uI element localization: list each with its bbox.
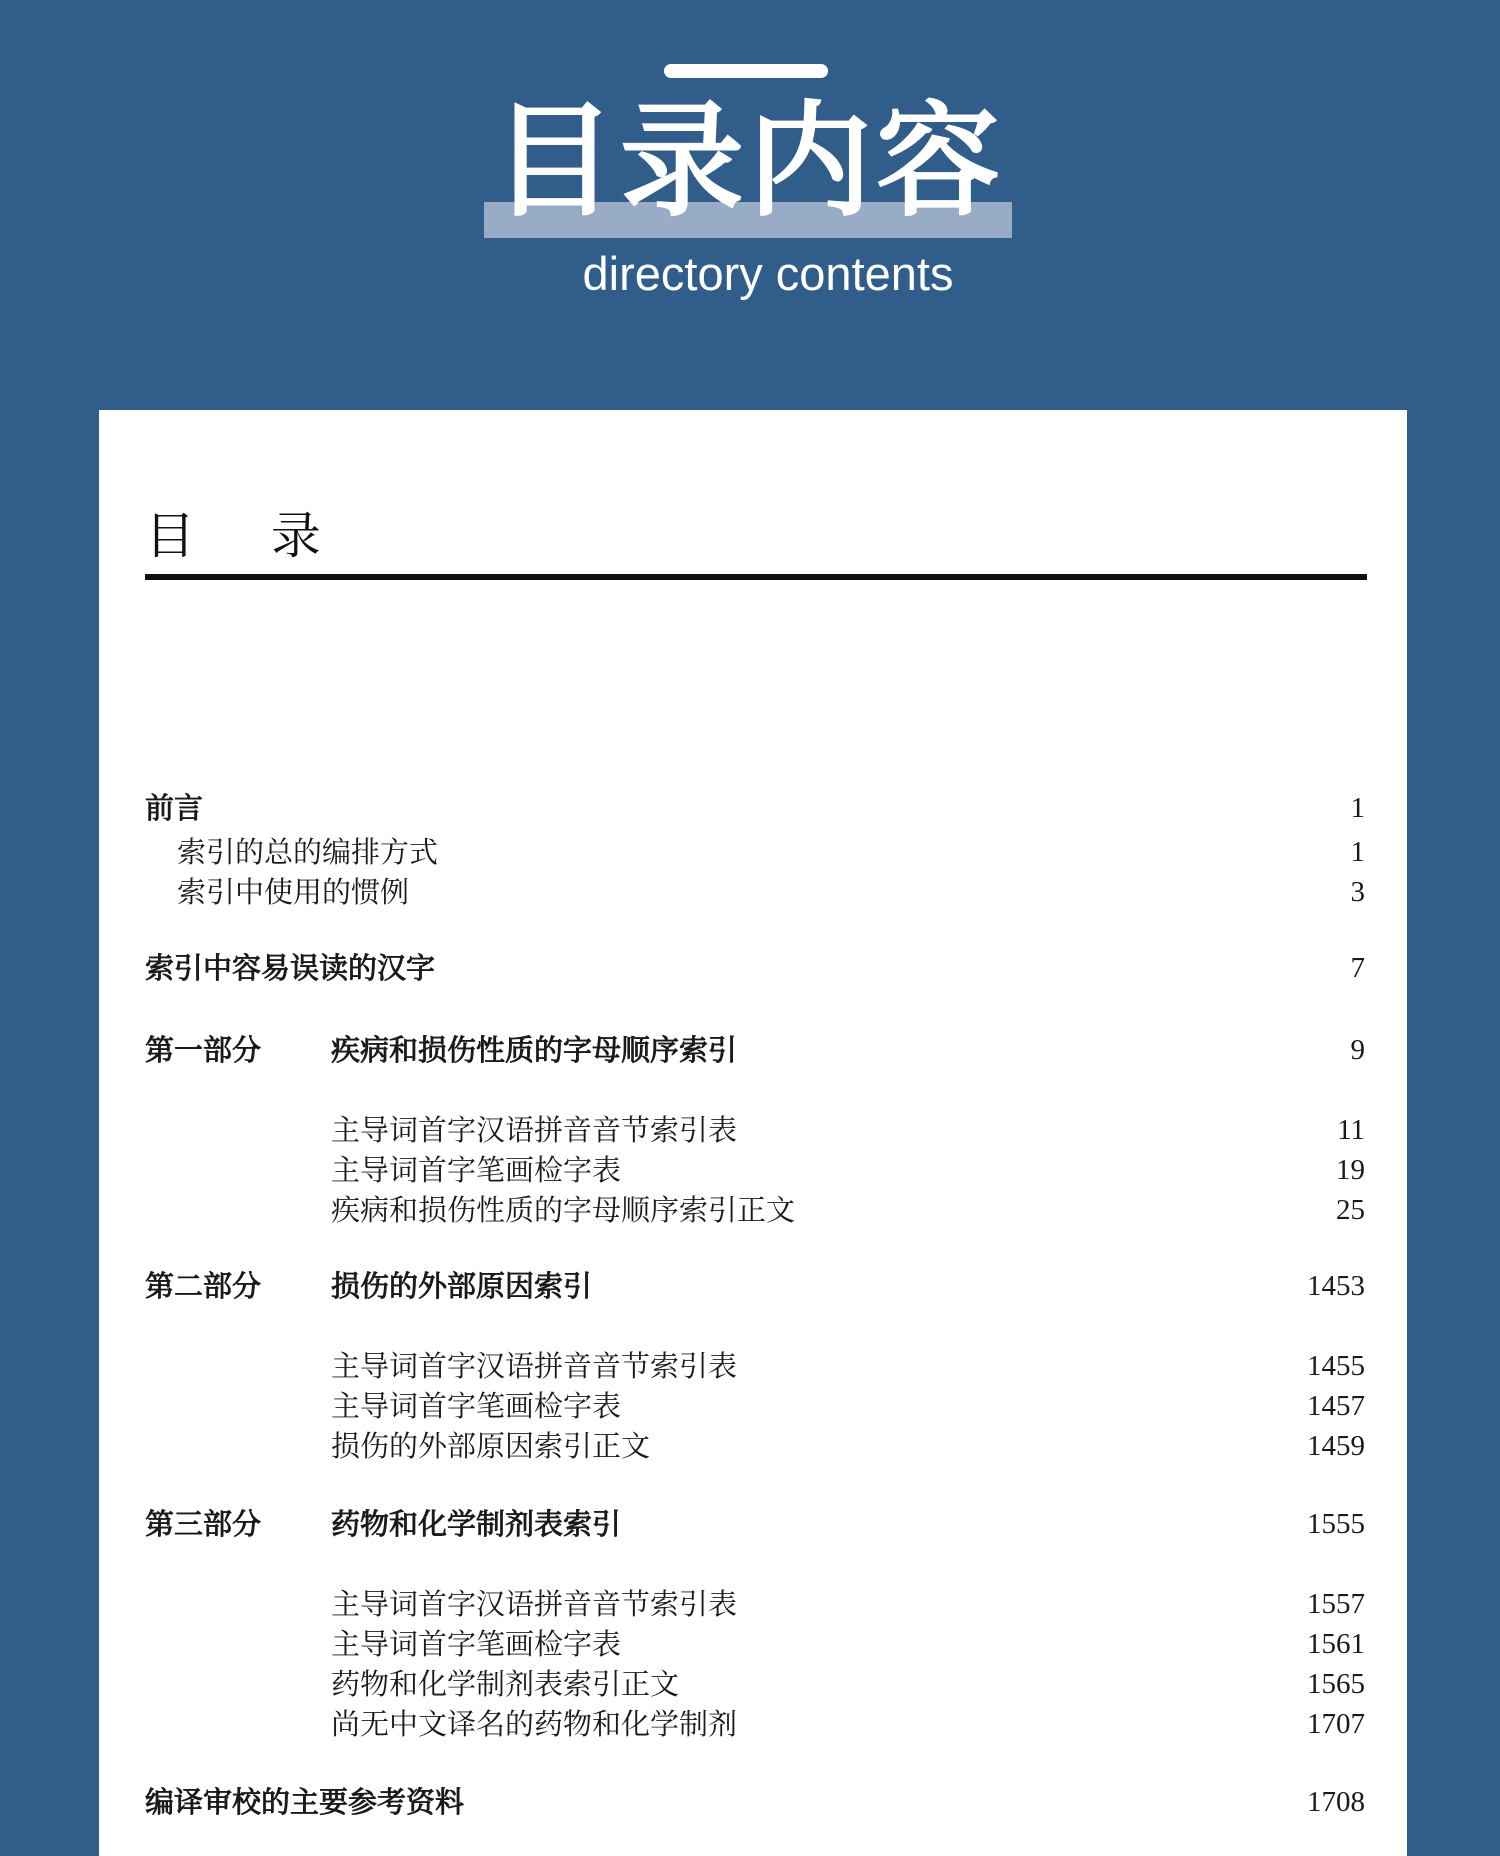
toc-part-label: 第二部分 (145, 1269, 262, 1303)
page-title: 目录内容 (491, 90, 1004, 234)
toc-heading-rule (145, 574, 1367, 580)
toc-entry-page: 3 (1350, 876, 1365, 908)
toc-part-3[interactable] (145, 1504, 1365, 1544)
toc-entry-page: 1 (1350, 836, 1365, 868)
toc-entry[interactable] (145, 1190, 1365, 1230)
toc-entry-page: 11 (1337, 1114, 1365, 1146)
toc-part-1[interactable] (145, 1030, 1365, 1070)
toc-card (99, 410, 1407, 1856)
toc-entry-label: 主导词首字笔画检字表 (331, 1153, 622, 1187)
toc-entry-page: 1453 (1307, 1270, 1365, 1302)
toc-entry[interactable] (145, 1584, 1365, 1624)
toc-entry-label: 前言 (145, 791, 204, 825)
toc-entry-misread-chars[interactable] (145, 948, 1365, 988)
toc-entry-page: 1 (1350, 792, 1365, 824)
toc-entry-references[interactable] (145, 1782, 1365, 1822)
toc-part-label: 第三部分 (145, 1507, 262, 1541)
toc-entry[interactable] (145, 1346, 1365, 1386)
toc-entry-label: 索引中使用的惯例 (177, 875, 410, 909)
toc-entry[interactable] (145, 1664, 1365, 1704)
toc-entry-label: 主导词首字汉语拼音音节索引表 (331, 1349, 738, 1383)
toc-entry-label: 疾病和损伤性质的字母顺序索引正文 (331, 1193, 796, 1227)
toc-part-2[interactable] (145, 1266, 1365, 1306)
toc-entry-preface[interactable] (145, 788, 1365, 828)
toc-part-label: 第一部分 (145, 1033, 262, 1067)
toc-entry[interactable] (145, 1386, 1365, 1426)
toc-entry[interactable] (145, 832, 1365, 872)
toc-entry-label: 损伤的外部原因索引正文 (331, 1429, 651, 1463)
toc-entry-label: 主导词首字汉语拼音音节索引表 (331, 1587, 738, 1621)
toc-entry-label: 索引的总的编排方式 (177, 835, 439, 869)
toc-entry-page: 25 (1336, 1194, 1365, 1226)
toc-entry-label: 主导词首字笔画检字表 (331, 1627, 622, 1661)
toc-entry-page: 1561 (1307, 1628, 1365, 1660)
toc-entry-label: 药物和化学制剂表索引正文 (331, 1667, 680, 1701)
toc-entry[interactable] (145, 1150, 1365, 1190)
toc-entry[interactable] (145, 1624, 1365, 1664)
header-decor-bar (664, 64, 828, 78)
toc-entry[interactable] (145, 1426, 1365, 1466)
toc-entry-page: 1565 (1307, 1668, 1365, 1700)
toc-entry-label: 索引中容易误读的汉字 (145, 951, 436, 985)
toc-part-title: 损伤的外部原因索引 (331, 1269, 593, 1303)
toc-entry-label: 主导词首字笔画检字表 (331, 1389, 622, 1423)
toc-part-title: 药物和化学制剂表索引 (331, 1507, 622, 1541)
toc-entry[interactable] (145, 872, 1365, 912)
toc-entry-label: 尚无中文译名的药物和化学制剂 (331, 1707, 738, 1741)
toc-entry-page: 1457 (1307, 1390, 1365, 1422)
toc-entry[interactable] (145, 1704, 1365, 1744)
toc-entry-page: 1459 (1307, 1430, 1365, 1462)
toc-entry-label: 主导词首字汉语拼音音节索引表 (331, 1113, 738, 1147)
toc-entry-page: 1708 (1307, 1786, 1365, 1818)
toc-part-title: 疾病和损伤性质的字母顺序索引 (331, 1033, 738, 1067)
toc-entry-page: 1557 (1307, 1588, 1365, 1620)
toc-heading: 目 录 (145, 507, 351, 565)
toc-entry-page: 9 (1350, 1034, 1365, 1066)
toc-entry-page: 1707 (1307, 1708, 1365, 1740)
toc-entry-page: 1555 (1307, 1508, 1365, 1540)
toc-entry[interactable] (145, 1110, 1365, 1150)
toc-entry-page: 19 (1336, 1154, 1365, 1186)
toc-entry-page: 7 (1350, 952, 1365, 984)
page-subtitle: directory contents (582, 247, 954, 300)
toc-entry-label: 编译审校的主要参考资料 (145, 1785, 465, 1819)
toc-entry-page: 1455 (1307, 1350, 1365, 1382)
